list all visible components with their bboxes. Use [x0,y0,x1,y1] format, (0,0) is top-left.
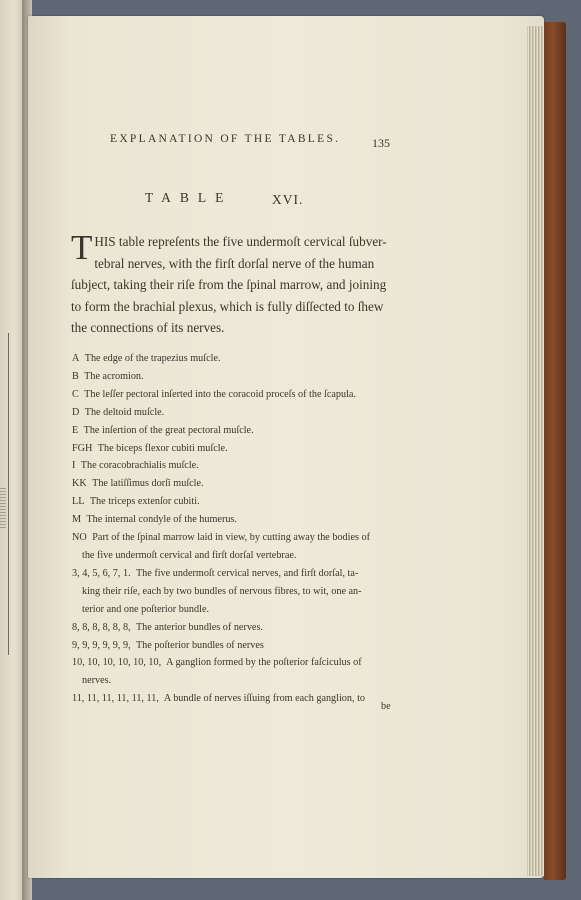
legend-item [72,529,402,547]
legend-text: The latiſſimus dorſi muſcle. [92,478,204,490]
table-heading: TABLE [145,190,233,205]
running-head: EXPLANATION OF THE TABLES. [110,133,341,145]
drop-cap: T [71,228,93,267]
legend-text: The triceps extenſor cubiti. [89,496,200,508]
legend-item [72,457,402,475]
legend-item [72,565,402,583]
legend-item [72,690,402,708]
intro-line: tebral nerves, with the firſt dorſal nerve of the human [94,255,375,271]
intro-line: to form the brachial plexus, which is fully diſſected to ſhew [71,298,384,314]
legend-item [72,368,402,386]
intro-line: the connections of its nerves. [71,320,225,335]
legend-key: E [72,424,79,436]
legend-key: A [72,353,80,364]
legend-continuation: terior and one poſterior bundle. [82,603,210,615]
legend-text: The deltoid muſcle. [84,406,165,418]
legend-item [72,619,402,637]
legend-item [72,493,402,511]
catchword: be [381,701,391,712]
legend-key: KK [72,478,87,490]
legend-text: The poſterior bundles of nerves [135,639,264,651]
table-number: XVI. [272,192,304,207]
legend-text: The biceps flexor cubiti muſcle. [97,442,228,454]
legend-text: A bundle of nerves iſſuing from each ganglion, to [163,693,366,705]
legend-key: D [72,406,80,418]
legend-key: 9, 9, 9, 9, 9, 9, [72,639,131,651]
legend-text: The leſſer pectoral inſerted into the coracoid proceſs of the ſcapula. [84,388,357,400]
legend-item [72,637,402,655]
legend-text: The inſertion of the great pectoral muſcle. [83,424,254,436]
legend-key: NO [72,532,87,544]
legend-key: 3, 4, 5, 6, 7, 1. [72,567,131,579]
legend-text: The internal condyle of the humerus. [86,514,237,526]
legend-key: M [72,514,82,526]
legend-item [72,386,402,404]
left-page-edge [0,0,24,900]
legend-key: FGH [72,442,93,454]
legend-text: Part of the ſpinal marrow laid in view, by cutting away the bodies of [92,532,370,544]
legend-item [72,440,402,458]
intro-line: HIS table repreſents the five undermoſt cervical ſubver- [94,234,387,249]
legend-text: The five undermoſt cervical nerves, and firſt dorſal, ta- [135,567,359,579]
legend-key: C [72,388,79,400]
legend-key: B [72,370,79,382]
legend-item [72,350,402,368]
book-cover-edge [544,22,566,880]
legend-text: The acromion. [84,370,144,382]
legend-item [72,475,402,493]
legend-continuation: the five undermoſt cervical and firſt dorſal vertebrae. [82,549,297,561]
page-number: 135 [372,136,390,150]
legend-text: The edge of the trapezius muſcle. [84,353,221,364]
legend-key: 8, 8, 8, 8, 8, 8, [72,621,131,633]
legend-item [72,511,402,529]
legend-text: The anterior bundles of nerves. [135,621,263,633]
intro-line: ſubject, taking their riſe from the ſpinal marrow, and joining [71,277,387,292]
legend-item [72,422,402,440]
legend-item [72,654,402,672]
legend-key: I [72,460,76,472]
legend-key: 10, 10, 10, 10, 10, 10, [72,657,162,669]
legend-key: LL [72,496,85,508]
intro-paragraph [71,228,401,339]
legend-key: 11, 11, 11, 11, 11, 11, [72,693,159,705]
legend-text: A ganglion formed by the poſterior faſciculus of [166,657,362,669]
legend-item [72,404,402,422]
legend-continuation: king their riſe, each by two bundles of nervous fibres, to wit, one an- [82,585,362,597]
legend-list [72,350,402,708]
legend-text: The coracobrachialis muſcle. [80,460,199,472]
legend-continuation: nerves. [82,675,112,687]
left-plate-illustration [0,488,6,528]
